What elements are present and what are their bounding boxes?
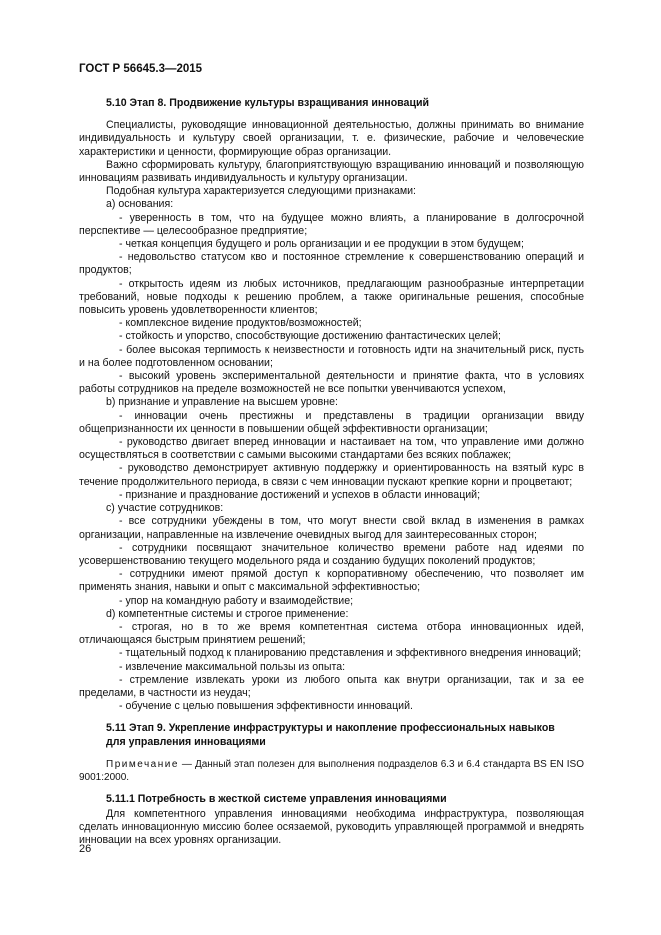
list-item: - строгая, но в то же время компетентная система отбора инновационных идей, отличающаяся быстрым принятием решений; <box>79 620 584 647</box>
page-number: 26 <box>79 843 92 855</box>
list-item: - недовольство статусом кво и постоянное стремление к совершенствованию операций и продуктов; <box>79 251 584 277</box>
list-group-label: с) участие сотрудников: <box>106 502 224 515</box>
list-item: - инновации очень престижны и представлены в традиции организации ввиду общепризнанности их ценности в повышении общей эффективности организации; <box>79 409 584 435</box>
paragraph: Специалисты, руководящие инновационной деятельностью, должны принимать во внимание индивидуальность и культуру своей организации, т. е. физические, рабочие и человеческие характеристики и ценности, формирующие образ организации. <box>79 119 584 158</box>
list-item: - более высокая терпимость к неизвестности и готовность идти на значительный риск, пусть и на более подготовленном основании; <box>79 343 584 369</box>
list-item: - признание и празднование достижений и успехов в области инноваций; <box>119 488 481 501</box>
paragraph: Для компетентного управления инновациями необходима инфраструктура, позволяющая сделать инновационную миссию более осязаемой, руководить управляющей программой и внедрять инновации на всех уровнях организации. <box>79 807 584 847</box>
list-item: - высокий уровень экспериментальной деятельности и принятие факта, что в условиях работы сотрудников на пределе возможностей не все попытки увенчиваются успехом, <box>79 370 584 396</box>
list-item: - обучение с целью повышения эффективности инноваций. <box>119 700 413 713</box>
list-item: - сотрудники посвящают значительное количество времени работе над идеями по усовершенствованию текущего модельного ряда и созданию будущих поколений продуктов; <box>79 541 584 567</box>
list-item: - извлечение максимальной пользы из опыта: <box>119 660 346 673</box>
list-item: - стойкость и упорство, способствующие достижению фантастических целей; <box>119 330 501 343</box>
section-heading-line: для управления инновациями <box>106 735 266 748</box>
section-heading-line: 5.11 Этап 9. Укрепление инфраструктуры и накопление профессиональных навыков <box>106 722 555 735</box>
list-item: - сотрудники имеют прямой доступ к корпоративному обеспечению, что позволяет им применять знания, навыки и опыт с максимальной эффективностью; <box>79 568 584 594</box>
list-item: - стремление извлекать уроки из любого опыта как внутри организации, так и за ее пределами, в частности из неудач; <box>79 673 584 699</box>
note <box>79 758 584 784</box>
list-item: - тщательный подход к планированию представления и эффективного внедрения инноваций; <box>119 647 582 660</box>
list-item: - уверенность в том, что на будущее можно влиять, а планирование в долгосрочной перспективе — целесообразное предприятие; <box>79 211 584 237</box>
list-item: - открытость идеям из любых источников, предлагающим разнообразные интерпретации требований, новые подходы к решению проблем, а также оригинальные решения, способные повысить уровень удовлетворенности клиентов; <box>79 277 584 317</box>
list-item: - руководство двигает вперед инновации и настаивает на том, что управление ими должно осуществляться в соответствии с самыми высокими стандартами без всяких поблажек; <box>79 436 584 462</box>
page-content <box>79 97 584 848</box>
section-heading <box>79 722 584 748</box>
paragraph: Подобная культура характеризуется следующими признаками: <box>106 185 416 198</box>
list-group-label: b) признание и управление на высшем уровне: <box>106 396 338 409</box>
list-item: - все сотрудники убеждены в том, что могут внести свой вклад в изменения в рамках организации, направленные на извлечение очевидных выгод для заинтересованных сторон; <box>79 515 584 541</box>
note-text: — Данный этап полезен для выполнения подразделов 6.3 и 6.4 стандарта BS EN ISO 9001:2000. <box>79 758 584 783</box>
section-heading: 5.10 Этап 8. Продвижение культуры взращивания инноваций <box>106 97 429 109</box>
list-item: - упор на командную работу и взаимодействие; <box>119 594 354 607</box>
paragraph: Важно сформировать культуру, благоприятствующую взращиванию инноваций и позволяющую инновациям развивать индивидуальность и культуру организации. <box>79 158 584 185</box>
list-item: - четкая концепция будущего и роль организации и ее продукции в этом будущем; <box>119 238 524 251</box>
list-group-label: а) основания: <box>106 198 174 211</box>
subsection-heading: 5.11.1 Потребность в жесткой системе управления инновациями <box>106 792 447 805</box>
document-header: ГОСТ Р 56645.3—2015 <box>79 63 203 75</box>
note-label: Примечание <box>106 758 179 770</box>
list-item: - комплексное видение продуктов/возможностей; <box>119 317 362 330</box>
list-item: - руководство демонстрирует активную поддержку и ориентированность на взятый курс в течение продолжительного периода, в связи с чем инновации пускают крепкие корни и процветают; <box>79 462 584 488</box>
list-group-label: d) компетентные системы и строгое применение: <box>106 607 349 620</box>
